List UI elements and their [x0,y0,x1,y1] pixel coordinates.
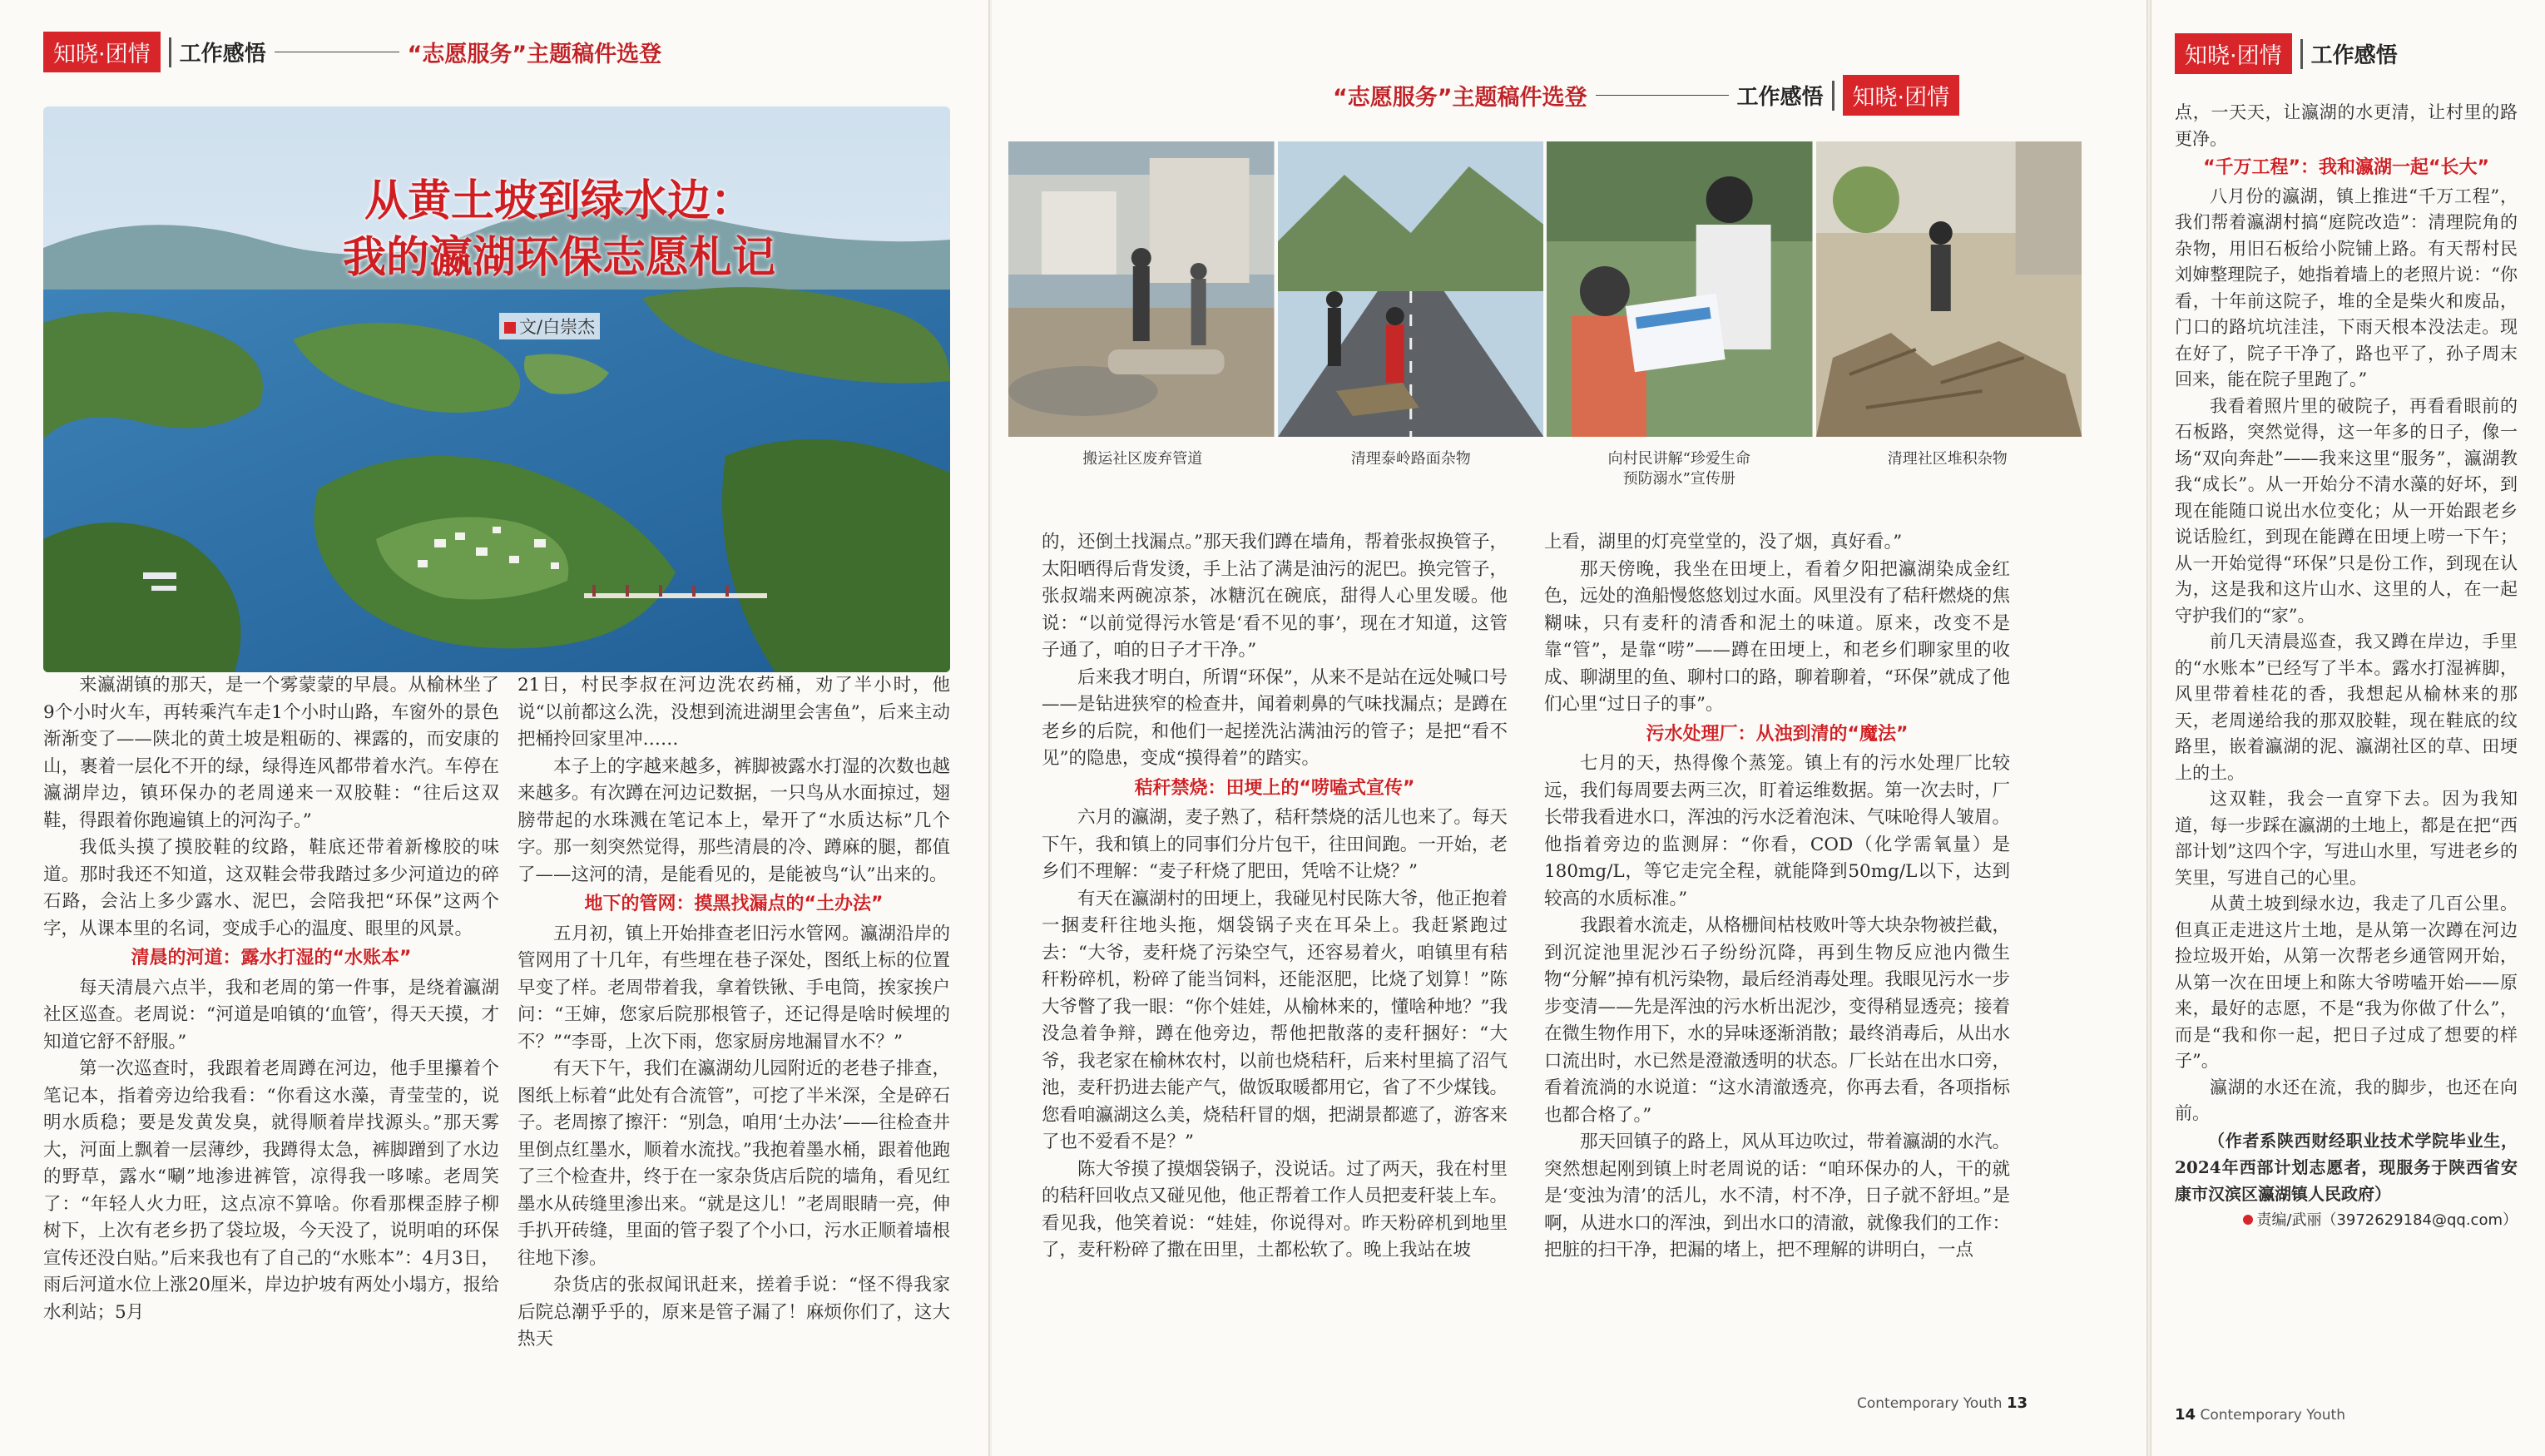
editor-credit [2175,1207,2518,1234]
paragraph: 的，还倒土找漏点。”那天我们蹲在墙角，帮着张叔换管子，太阳晒得后背发烫，手上沾了满是油污的泥巴。换完管子，张叔端来两碗凉茶，冰糖沉在碗底，甜得人心里发暖。他说：“以前觉得污水管是‘看不见的事’，现在才知道，这管子通了，咱的日子才干净。” [1042,532,1508,661]
paragraph: 这双鞋，我会一直穿下去。因为我知道，每一步踩在瀛湖的土地上，都是在把“西部计划”这四个字，写进山水里，写进老乡的笑里，写进自己的心里。 [2175,789,2518,888]
folio-label: Contemporary Youth [1857,1395,2003,1412]
photo-pipes-illustration [1008,141,1275,437]
folio-number: 13 [2006,1394,2028,1412]
header-divider [169,37,171,67]
photo-debris [1816,141,2082,437]
paragraph: 瀛湖的水还在流，我的脚步，也还在向前。 [2175,1077,2518,1123]
photo-brochure [1547,141,1813,437]
caption-3-line2: 预防溺水”宣传册 [1622,470,1735,488]
paragraph: 每天清晨六点半，我和老周的第一件事，是绕着瀛湖社区巡查。老周说：“河道是咱镇的‘血管’，得天天摸，才知道它舒不舒服。” [43,977,499,1052]
folio-number: 14 [2175,1406,2196,1424]
subheading: 清晨的河道：露水打湿的“水账本” [131,948,412,968]
paragraph: 那天回镇子的路上，风从耳边吹过，带着瀛湖的水汽。突然想起刚到镇上时老周说的话：“咱环保办的人，干的就是‘变浊为清’的活儿，水不清，村不净，日子就不舒坦。”是啊，从进水口的浑浊，到出水口的清澈，就像我们的工作：把脏的扫干净，把漏的堵上，把不理解的讲明白，一点 [1544,1132,2010,1260]
article-byline [499,313,600,339]
page-header-middle [1333,75,1959,116]
page-right [2151,0,2545,1456]
paragraph: 21日，村民李叔在河边洗农药桶，劝了半小时，他说“以前都这么洗，没想到流进湖里会害鱼”，后来主动把桶拎回家里冲…… [517,675,950,750]
photo-pipes [1008,141,1275,437]
paragraph: 第一次巡查时，我跟着老周蹲在河边，他手里攥着个笔记本，指着旁边给我看：“你看这水藻，青莹莹的，说明水质稳；要是发黄发臭，就得顺着岸找源头。”那天雾大，河面上飘着一层薄纱，我蹲得太急，裤脚蹭到了水边的野草，露水“唰”地渗进裤管，凉得我一哆嗦。老周笑了：“年轻人火力旺，这点凉不算啥。你看那棵歪脖子柳树下，上次有老乡扔了袋垃圾，今天没了，说明咱的环保宣传还没白贴。”后来我也有了自己的“水账本”：4月3日，雨后河道水位上涨20厘米，岸边护坡有两处小塌方，报给水利站；5月 [43,1058,499,1323]
paragraph: 后来我才明白，所谓“环保”，从来不是站在远处喊口号——是钻进狭窄的检查井，闻着刺鼻的气味找漏点；是蹲在老乡的后院，和他们一起搓洗沾满油污的管子；是把“看不见”的隐患，变成“摸得着”的踏实。 [1042,666,1508,769]
photo-road-illustration [1278,141,1544,437]
caption-2: 清理泰岭路面杂物 [1350,450,1471,468]
text-column-2 [517,672,950,1354]
paragraph: 我跟着水流走，从格栅间枯枝败叶等大块杂物被拦截，到沉淀池里泥沙石子纷纷沉降，再到生物反应池内微生物“分解”掉有机污染物，最后经消毒处理。我眼见污水一步步变清——先是浑浊的污水析出泥沙，变得稍显透亮；接着在微生物作用下，水的异味逐渐消散；最终消毒后，从出水口流出时，水已然是澄澈透明的状态。厂长站在出水口旁，看着流淌的水说道：“这水清澈透亮，你再去看，各项指标也都合格了。” [1544,915,2010,1126]
text-column-5 [2175,100,2518,1233]
header-divider [2300,39,2303,69]
caption-1: 搬运社区废弃管道 [1082,450,1203,468]
article-title-line2: 我的瀛湖环保志愿札记 [342,233,775,283]
paragraph: 本子上的字越来越多，裤脚被露水打湿的次数也越来越多。有次蹲在河边记数据，一只鸟从水面掠过，翅膀带起的水珠溅在笔记本上，晕开了“水质达标”几个字。那一刻突然觉得，那些清晨的冷、蹲麻的腿，都值了——这河的清，是能看见的，是能被鸟“认”出来的。 [517,755,950,885]
section-label: 工作感悟 [1736,85,1824,110]
caption-3 [1545,449,1814,489]
paragraph: 我看着照片里的破院子，再看看眼前的石板路，突然觉得，这一年多的日子，像一场“双向奔赴”——我来这里“服务”，瀛湖教我“成长”。从一开始分不清水藻的好坏，到现在能随口说出水位变化；从一开始跟老乡说话脸红，到现在能蹲在田埂上唠一下午；从一开始觉得“环保”只是份工作，到现在认为，这是我和这片山水、这里的人，在一起守护我们的“家”。 [2175,395,2518,626]
editor-marker-icon [2243,1215,2253,1225]
paragraph: 点，一天天，让瀛湖的水更清，让村里的路更净。 [2175,102,2518,149]
page-header-right [2175,33,2398,74]
text-column-3 [1042,529,1508,1265]
page-folio-14 [2175,1406,2345,1424]
paragraph: 那天傍晚，我坐在田埂上，看着夕阳把瀛湖染成金红色，远处的渔船慢悠悠划过水面。风里没有了秸秆燃烧的焦糊味，只有麦秆的清香和泥土的味道。原来，改变不是靠“管”，是靠“唠”——蹲在田埂上，和老乡们聊家里的收成、聊湖里的鱼、聊村口的路，聊着聊着，“环保”就成了他们心里“过日子的事”。 [1544,558,2010,715]
photo-debris-illustration [1816,141,2082,437]
paragraph: 五月初，镇上开始排查老旧污水管网。瀛湖沿岸的管网用了十几年，有些埋在巷子深处，图纸上标的位置早变了样。老周带着我，拿着铁锹、手电筒，挨家挨户问：“王婶，您家后院那根管子，还记得是啥时候埋的不？”“李哥，上次下雨，您家厨房地漏冒水不？” [517,923,950,1052]
subheading: “千万工程”：我和瀛湖一起“长大” [2203,157,2489,178]
subheading: 秸秆禁烧：田埂上的“唠嗑式宣传” [1134,777,1415,799]
paragraph: 杂货店的张叔闻讯赶来，搓着手说：“怪不得我家后院总潮乎乎的，原来是管子漏了！麻烦你们了，这大热天 [517,1275,950,1350]
page-header-left [43,32,661,72]
byline-marker-icon [504,322,516,334]
paragraph: 前几天清晨巡查，我又蹲在岸边，手里的“水账本”已经写了半本。露水打湿裤脚，风里带着桂花的香，我想起从榆林来的那天，老周递给我的那双胶鞋，现在鞋底的纹路里，嵌着瀛湖的泥、瀛湖社区的草、田埂上的土。 [2175,631,2518,783]
caption-3-line1: 向村民讲解“珍爱生命 [1607,450,1750,468]
editor-text: 责编/武丽（3972629184@qq.com） [2256,1211,2518,1229]
brand-badge: 知晓·团情 [2175,33,2292,74]
paragraph: 六月的瀛湖，麦子熟了，秸秆禁烧的活儿也来了。每天下午，我和镇上的同事们分片包干，往田间跑。一开始，老乡们不理解：“麦子秆烧了肥田，凭啥不让烧？” [1042,807,1508,882]
page-left [0,0,990,1456]
subheading: 地下的管网：摸黑找漏点的“土办法” [584,894,884,914]
paragraph: 上看，湖里的灯亮堂堂的，没了烟，真好看。” [1544,532,1903,552]
photo-brochure-illustration [1547,141,1813,437]
brand-badge: 知晓·团情 [1843,75,1960,116]
article-title-line1: 从黄土坡到绿水边： [364,176,754,226]
article-title [309,173,809,286]
paragraph: 有天在瀛湖村的田埂上，我碰见村民陈大爷，他正抱着一捆麦秆往地头拖，烟袋锅子夹在耳朵上。我赶紧跑过去：“大爷，麦秆烧了污染空气，还容易着火，咱镇里有秸秆粉碎机，粉碎了能当饲料，还能沤肥，比烧了划算！”陈大爷瞥了我一眼：“你个娃娃，从榆林来的，懂啥种地？”我没急着争辩，蹲在他旁边，帮他把散落的麦秆捆好：“大爷，我老家在榆林农村，以前也烧秸秆，后来村里搞了沼气池，麦秆扔进去能产气，做饭取暖都用它，省了不少煤钱。您看咱瀛湖这么美，烧秸秆冒的烟，把湖景都遮了，游客来了也不爱看不是？” [1042,888,1508,1152]
paragraph: 来瀛湖镇的那天，是一个雾蒙蒙的早晨。从榆林坐了9个小时火车，再转乘汽车走1个小时山路，车窗外的景色渐渐变了——陕北的黄土坡是粗砺的、裸露的，而安康的山，裹着一层化不开的绿，绿得连风都带着水汽。车停在瀛湖岸边，镇环保办的老周递来一双胶鞋：“往后这双鞋，得跟着你跑遍镇上的河沟子。” [43,675,499,831]
text-column-1 [43,672,499,1326]
paragraph: 陈大爷摸了摸烟袋锅子，没说话。过了两天，我在村里的秸秆回收点又碰见他，他正帮着工作人员把麦秆装上车。看见我，他笑着说：“娃娃，你说得对。昨天粉碎机到地里了，麦秆粉碎了撒在田里，土都松软了。晚上我站在坡 [1042,1158,1508,1260]
paragraph: 从黄土坡到绿水边，我走了几百公里。但真正走进这片土地，是从第一次蹲在河边捡垃圾开始，从第一次帮老乡通管网开始，从第一次在田埂上和陈大爷唠嗑开始——原来，最好的志愿，不是“我为你做了什么”，而是“我和你一起，把日子过成了想要的样子”。 [2175,894,2518,1071]
byline-text: 文/白崇杰 [519,317,596,337]
paragraph: 八月份的瀛湖，镇上推进“千万工程”，我们帮着瀛湖村搞“庭院改造”：清理院角的杂物，用旧石板给小院铺上路。有天帮村民刘婶整理院子，她指着墙上的老照片说：“你看，十年前这院子，堆的全是柴火和废品，门口的路坑坑洼洼，下雨天根本没法走。现在好了，院子干净了，路也平了，孙子周末回来，能在院子里跑了。” [2175,186,2518,389]
theme-label: “志愿服务”主题稿件选登 [407,42,662,67]
paragraph: 七月的天，热得像个蒸笼。镇上有的污水处理厂比较远，我们每周要去两三次，盯着运维数据。第一次去时，厂长带我看进水口，浑浊的污水泛着泡沫、气味呛得人皱眉。他指着旁边的监测屏：“你看，COD（化学需氧量）是180mg/L，等它走完全程，就能降到50mg/L以下，达到较高的水质标准。” [1544,753,2010,909]
section-label: 工作感悟 [179,42,266,67]
brand-badge: 知晓·团情 [43,32,161,72]
caption-4: 清理社区堆积杂物 [1887,450,2008,468]
author-note: （作者系陕西财经职业技术学院毕业生，2024年西部计划志愿者，现服务于陕西省安康市汉滨区瀛湖镇人民政府） [2175,1130,2518,1204]
photo-strip [1008,141,2082,437]
text-column-4 [1544,529,2010,1265]
photo-captions [1008,449,2082,489]
section-label: 工作感悟 [2310,43,2398,68]
header-divider [1832,81,1834,111]
paragraph: 有天下午，我们在瀛湖幼儿园附近的老巷子排查，图纸上标着“此处有合流管”，可挖了半米深，全是碎石子。老周擦了擦汗：“别急，咱用‘土办法’——往检查井里倒点红墨水，顺着水流找。”我抱着墨水桶，跟着他跑了三个检查井，终于在一家杂货店后院的墙角，看见红墨水从砖缝里渗出来。“就是这儿！”老周眼睛一亮，伸手扒开砖缝，里面的管子裂了个小口，污水正顺着墙根往地下渗。 [517,1058,950,1269]
subheading: 污水处理厂：从浊到清的“魔法” [1646,723,1909,745]
photo-road [1278,141,1544,437]
paragraph: 我低头摸了摸胶鞋的纹路，鞋底还带着新橡胶的味道。那时我还不知道，这双鞋会带我踏过多少河道边的碎石路，会沾上多少露水、泥巴，会陪我把“环保”这两个字，从课本里的名词，变成手心的温度、眼里的风景。 [43,837,499,939]
header-rule [1596,95,1729,96]
theme-label: “志愿服务”主题稿件选登 [1333,85,1587,111]
hero-image [43,106,950,672]
page-folio-13 [1857,1394,2028,1412]
folio-label: Contemporary Youth [2200,1407,2345,1424]
